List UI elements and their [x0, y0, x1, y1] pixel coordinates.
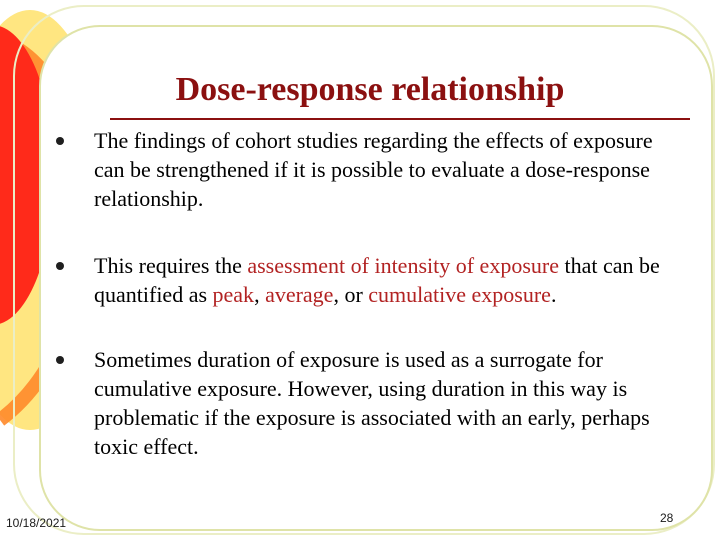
bullet-marker-icon [56, 356, 64, 364]
slide-date: 10/18/2021 [6, 516, 67, 530]
title-underline [110, 118, 690, 120]
highlighted-text: peak [212, 282, 255, 307]
bullet-text [94, 347, 650, 459]
bullet-item [56, 126, 686, 213]
bullet-list [56, 126, 686, 461]
highlighted-text: cumulative exposure [368, 282, 551, 307]
bullet-item [56, 251, 686, 309]
bullet-text-run: This requires the [94, 253, 248, 278]
bullet-marker-icon [56, 137, 64, 145]
bullet-text-run: Sometimes duration of exposure is used as a surrogate for cumulative exposure. However, using duration in this way is problematic if the exposure is associated with an early, perhaps toxic effect. [94, 347, 650, 459]
slide-title: Dose-response relationship [175, 71, 565, 108]
bullet-item [56, 345, 686, 461]
bullet-text-run: . [550, 282, 557, 307]
bullet-text [94, 253, 660, 307]
bullet-text [94, 128, 653, 211]
highlighted-text: assessment of intensity of exposure [247, 253, 559, 278]
bullet-text-run: , [254, 282, 266, 307]
bullet-text-run: The findings of cohort studies regarding the effects of exposure can be strengthened if it is possible to evaluate a dose-response relationship. [94, 128, 653, 211]
bullet-text-run: , or [333, 282, 369, 307]
bullet-marker-icon [56, 262, 64, 270]
slide-page-number: 28 [660, 511, 674, 525]
bullet-text-run: that can be quantified as [94, 253, 660, 307]
highlighted-text: average [265, 282, 334, 307]
